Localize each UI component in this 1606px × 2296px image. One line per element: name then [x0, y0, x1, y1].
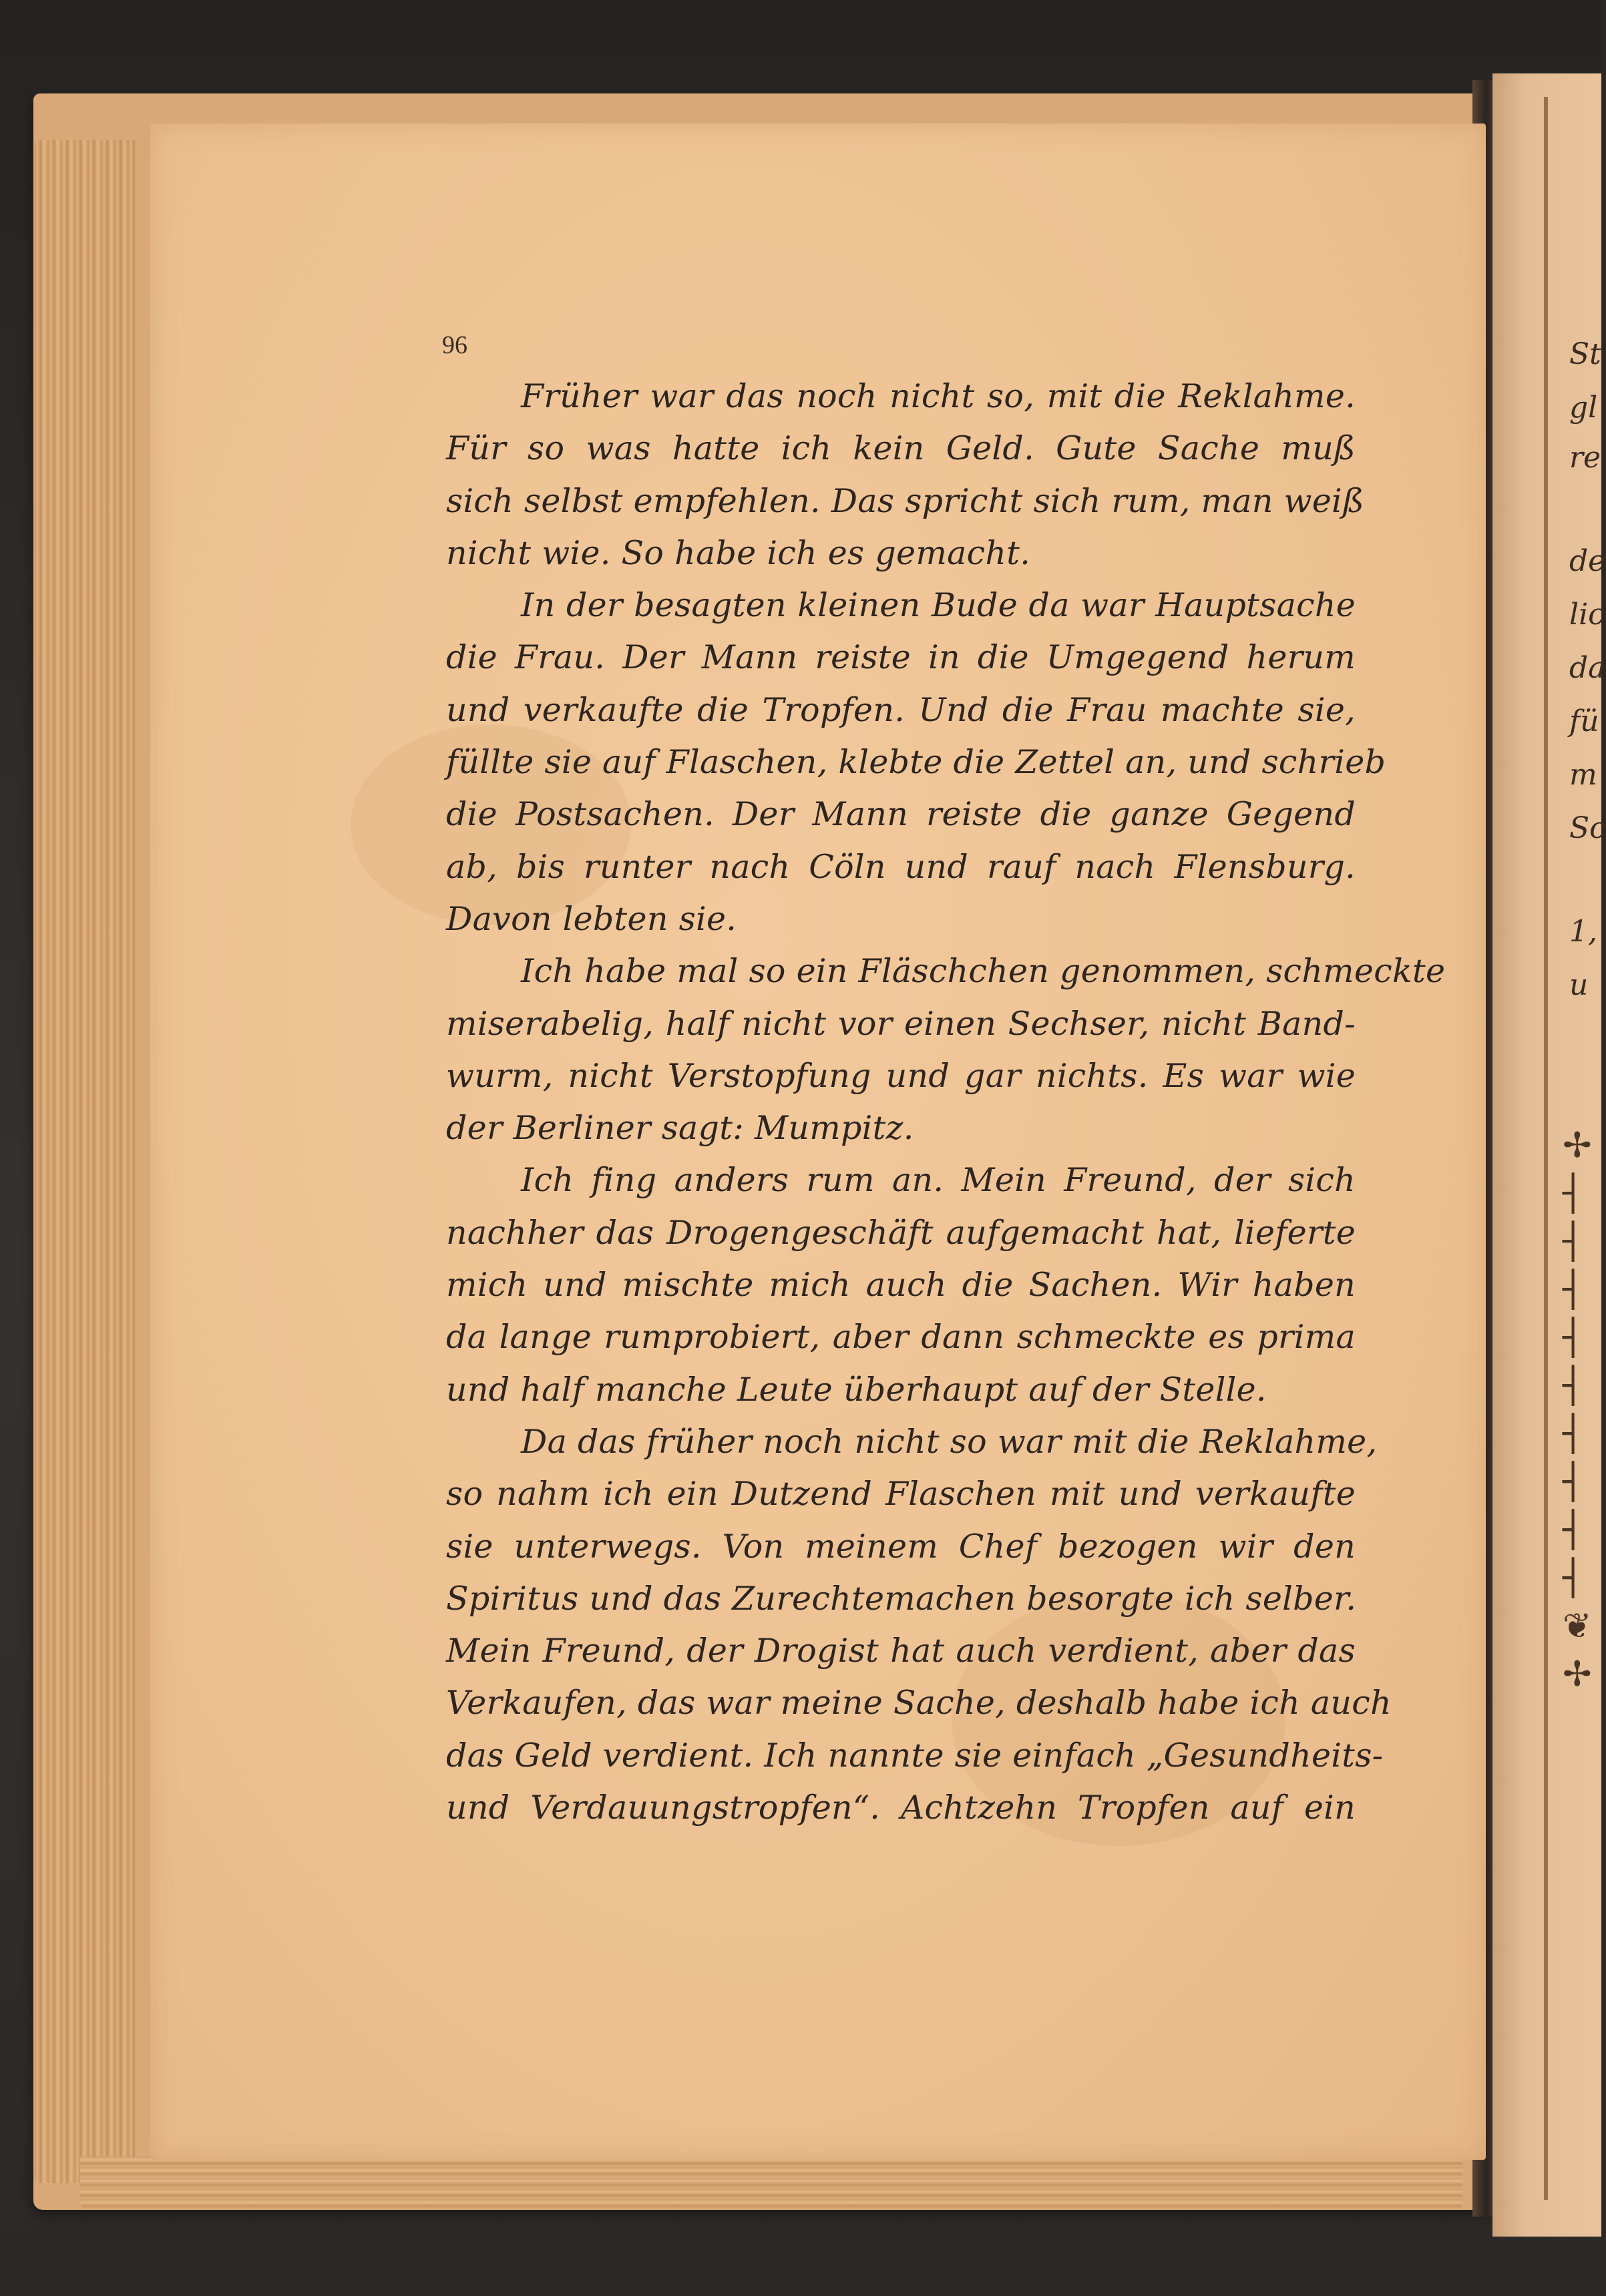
text-line: Mein Freund, der Drogist hat auch verdient, aber das [446, 1632, 1356, 1670]
text-line: Verkaufen, das war meine Sache, deshalb habe ich auch [446, 1684, 1392, 1723]
text-line: wurm, nicht Verstopfung und gar nichts. Es war wie [446, 1056, 1356, 1095]
next-page-fragment: 1, [1569, 915, 1597, 949]
text-line: nachher das Drogengeschäft aufgemacht hat, lieferte [446, 1213, 1356, 1252]
text-line: sich selbst empfehlen. Das spricht sich rum, man weiß [446, 481, 1365, 520]
text-line: In der besagten kleinen Bude da war Hauptsache [521, 586, 1356, 625]
text-line: Für so was hatte ich kein Geld. Gute Sache muß [446, 429, 1356, 468]
next-page-border-rule [1544, 97, 1548, 2200]
text-line: und Verdauungstropfen“. Achtzehn Tropfen auf ein [446, 1789, 1356, 1827]
next-page-fragment: de [1569, 544, 1606, 578]
text-line: und half manche Leute überhaupt auf der Stelle. [446, 1370, 1267, 1409]
page-edges-left [35, 140, 135, 2183]
page-edges-bottom [80, 2156, 1462, 2210]
text-line: ab, bis runter nach Cöln und rauf nach Flensburg. [446, 847, 1356, 886]
next-page-fragment: lic [1569, 598, 1605, 632]
text-line: mich und mischte mich auch die Sachen. Wir haben [446, 1266, 1356, 1305]
text-line: Früher war das noch nicht so, mit die Reklahme. [521, 377, 1356, 415]
body-text [446, 371, 1446, 1834]
text-line: und verkaufte die Tropfen. Und die Frau machte sie, [446, 690, 1356, 729]
text-line: die Postsachen. Der Mann reiste die ganze Gegend [446, 795, 1356, 834]
next-page-fragment: re [1569, 441, 1601, 475]
next-page-fragment: da [1569, 651, 1606, 685]
next-page-fragment: St [1569, 337, 1601, 371]
text-line: Ich fing anders rum an. Mein Freund, der sich [521, 1161, 1356, 1200]
next-page-fragment: fü [1569, 704, 1599, 738]
next-page-fragment: Sc [1569, 811, 1606, 845]
text-line: Ich habe mal so ein Fläschchen genommen, schmeckte [521, 952, 1446, 991]
next-page-ornament-decoration: ✢ ┤ ┤ ┤ ┤ ┤ ┤ ┤ ┤ ┤ ❦ ✢ [1563, 1126, 1592, 1694]
next-page-fragment: gl [1569, 391, 1598, 425]
text-line: die Frau. Der Mann reiste in die Umgegend herum [446, 638, 1356, 677]
text-line: Davon lebten sie. [446, 899, 737, 938]
text-line: sie unterwegs. Von meinem Chef bezogen wir den [446, 1527, 1356, 1566]
text-line: Spiritus und das Zurechtemachen besorgte ich selber. [446, 1579, 1357, 1618]
text-line: das Geld verdient. Ich nannte sie einfach „Gesundheits- [446, 1736, 1384, 1775]
text-line: nicht wie. So habe ich es gemacht. [446, 533, 1031, 572]
text-line: füllte sie auf Flaschen, klebte die Zettel an, und schrieb [446, 743, 1386, 782]
page-number: 96 [442, 331, 467, 359]
next-page-fragment: m [1569, 758, 1597, 792]
text-line: Da das früher noch nicht so war mit die Reklahme, [521, 1422, 1378, 1461]
text-line: miserabelig, half nicht vor einen Sechser, nicht Band- [446, 1004, 1356, 1043]
text-line: der Berliner sagt: Mumpitz. [446, 1109, 914, 1148]
text-line: so nahm ich ein Dutzend Flaschen mit und verkaufte [446, 1475, 1356, 1514]
next-page-fragment: u [1569, 968, 1589, 1002]
text-line: da lange rumprobiert, aber dann schmeckte es prima [446, 1318, 1356, 1357]
